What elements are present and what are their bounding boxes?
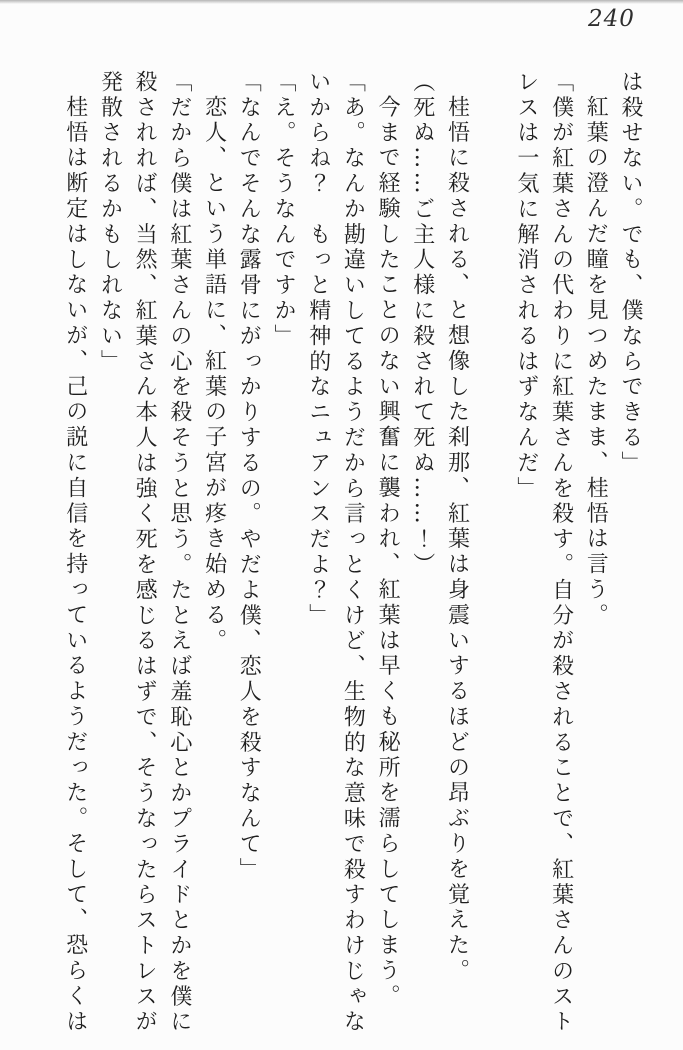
text-line: 桂悟に殺される、と想像した刹那、紅葉は身震いするほどの昂ぶりを覚えた。	[444, 95, 470, 985]
text-line: 「なんでそんな露骨にがっかりするの。やだよ僕、恋人を殺すなんて」	[236, 70, 262, 883]
paragraph-break	[474, 70, 509, 1038]
text-line: 紅葉の澄んだ瞳を見つめたまま、桂悟は言う。	[583, 95, 609, 629]
text-line: 発散されるかもしれない」	[97, 70, 123, 375]
text-line: いからね？ もっと精神的なニュアンスだよ？」	[305, 70, 331, 629]
page-text	[56, 70, 647, 1038]
text-line: レスは一気に解消されるはずなんだ」	[513, 70, 539, 502]
text-line: は殺せない。でも、僕ならできる」	[618, 70, 643, 477]
text-line: 殺されれば、当然、紅葉さん本人は強く死を感じるはずで、そうなったらストレスが	[132, 70, 158, 1036]
text-line: 「僕が紅葉さんの代わりに紅葉さんを殺す。自分が殺されることで、紅葉さんのスト	[548, 70, 574, 1036]
text-line: 「あ。なんか勘違いしてるようだから言っとくけど、生物的な意味で殺すわけじゃな	[340, 70, 366, 1036]
text-line: 「だから僕は紅葉さんの心を殺そうと思う。たとえば羞恥心とかプライドとかを僕に	[166, 70, 192, 1036]
text-line: （死ぬ……ご主人様に殺されて死ぬ……！）	[409, 70, 435, 578]
text-line: 今まで経験したことのない興奮に襲われ、紅葉は早くも秘所を濡らしてしまう。	[375, 95, 401, 1010]
scan-edge-shadow	[0, 0, 683, 4]
page-number: 240	[588, 6, 635, 32]
text-line: 「え。そうなんですか」	[270, 70, 296, 350]
text-line: 恋人、という単語に、紅葉の子宮が疼き始める。	[201, 95, 227, 655]
text-line: 桂悟は断定はしないが、己の説に自信を持っているようだった。そして、恐らくは	[62, 95, 88, 1036]
